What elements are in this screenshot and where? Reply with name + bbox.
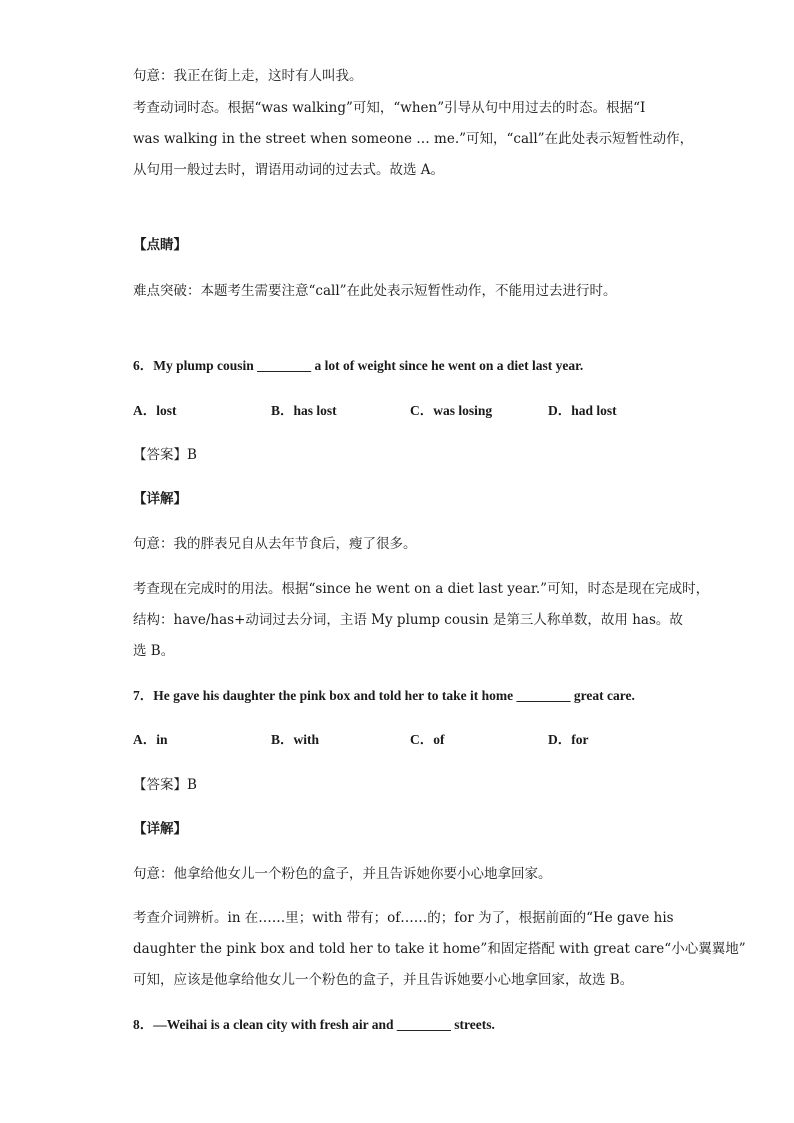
detail-heading: 【详解】 bbox=[133, 821, 187, 836]
analysis-line-3: 从句用一般过去时，谓语用动词的过去式。故选 A。 bbox=[133, 162, 445, 178]
question-stem: 7．He gave his daughter the pink box and told her to take it home ________ great care. bbox=[133, 688, 635, 703]
sentence-meaning: 句意：他拿给他女儿一个粉色的盒子，并且告诉她你要小心地拿回家。 bbox=[133, 866, 552, 882]
analysis-line-1: 考查动词时态。根据“was walking”可知，“when”引导从句中用过去的时态。根据“I bbox=[133, 100, 646, 116]
analysis-line-1: 考查介词辨析。in 在……里；with 带有；of……的；for 为了，根据前面的“He gave his bbox=[133, 910, 674, 926]
analysis-line-2: daughter the pink box and told her to take it home”和固定搭配 with great care“小心翼翼地” bbox=[133, 941, 746, 957]
sentence-meaning: 句意：我的胖表兄自从去年节食后，瘦了很多。 bbox=[133, 536, 417, 552]
question-stem: 6．My plump cousin ________ a lot of weight since he went on a diet last year. bbox=[133, 358, 584, 373]
sentence-meaning: 句意：我正在街上走，这时有人叫我。 bbox=[133, 68, 363, 84]
detail-heading: 【详解】 bbox=[133, 491, 187, 506]
option-c: C．of bbox=[410, 732, 445, 747]
option-a: A．lost bbox=[133, 403, 177, 418]
analysis-line-3: 可知，应该是他拿给他女儿一个粉色的盒子，并且告诉她要小心地拿回家，故选 B。 bbox=[133, 972, 634, 988]
tip-text: 难点突破：本题考生需要注意“call”在此处表示短暂性动作，不能用过去进行时。 bbox=[133, 283, 617, 299]
answer-label: 【答案】B bbox=[133, 777, 197, 793]
answer-label: 【答案】B bbox=[133, 447, 197, 463]
analysis-line-2: was walking in the street when someone … me.”可知，“call”在此处表示短暂性动作， bbox=[133, 131, 694, 147]
tip-heading: 【点睛】 bbox=[133, 237, 187, 252]
option-d: D．had lost bbox=[548, 403, 617, 418]
option-a: A．in bbox=[133, 732, 168, 747]
analysis-line-1: 考查现在完成时的用法。根据“since he went on a diet last year.”可知，时态是现在完成时， bbox=[133, 581, 710, 597]
analysis-line-2: 结构：have/has+动词过去分词，主语 My plump cousin 是第三人称单数，故用 has。故 bbox=[133, 612, 683, 628]
question-stem: 8．—Weihai is a clean city with fresh air and ________ streets. bbox=[133, 1017, 495, 1032]
option-b: B．with bbox=[271, 732, 320, 747]
option-c: C．was losing bbox=[410, 403, 493, 418]
analysis-line-3: 选 B。 bbox=[133, 643, 175, 659]
option-b: B．has lost bbox=[271, 403, 337, 418]
option-d: D．for bbox=[548, 732, 589, 747]
